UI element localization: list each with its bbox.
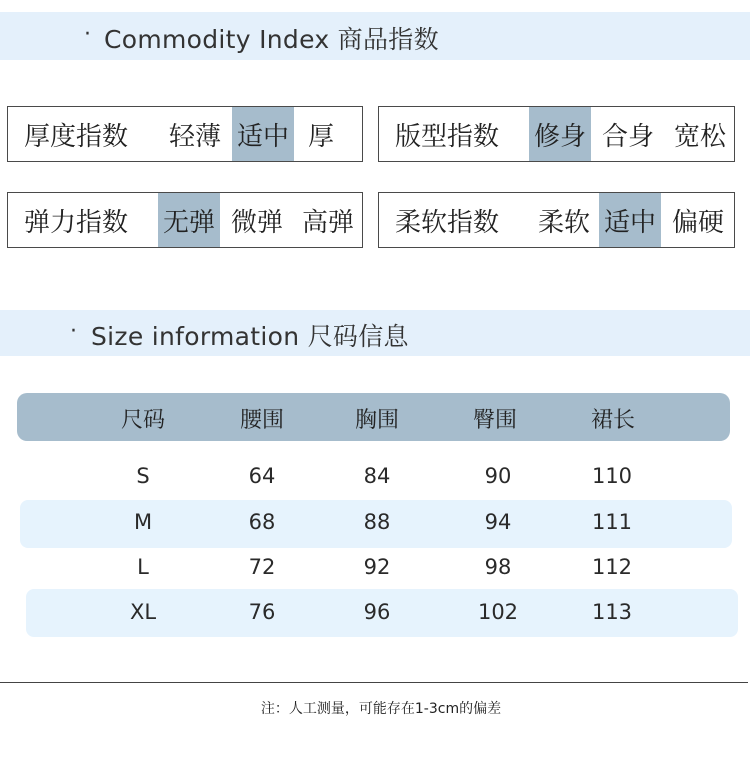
table-row	[0, 500, 750, 546]
cell-chest: 84	[363, 464, 391, 488]
column-header-length: 裙长	[590, 408, 635, 433]
index-label: 厚度指数	[24, 121, 129, 152]
cell-size: S	[136, 464, 150, 488]
cell-hip: 94	[484, 510, 512, 534]
index-option: 高弹	[301, 207, 354, 238]
cell-size: XL	[129, 600, 157, 624]
cell-hip: 90	[484, 464, 512, 488]
index-box-fit	[378, 106, 735, 162]
index-option: 轻薄	[168, 121, 221, 152]
table-row	[0, 545, 750, 591]
index-option: 宽松	[673, 121, 726, 152]
index-option: 厚	[307, 121, 334, 152]
section-title: Size information 尺码信息	[91, 322, 409, 351]
table-row	[0, 590, 750, 636]
cell-length: 113	[591, 600, 633, 624]
index-option: 合身	[601, 121, 654, 152]
index-label: 版型指数	[395, 121, 500, 152]
cell-size: M	[133, 510, 153, 534]
column-header-size: 尺码	[120, 408, 165, 433]
commodity-index-header	[0, 12, 750, 60]
index-option-selected: 适中	[232, 107, 294, 161]
index-option: 柔软	[537, 207, 590, 238]
bullet: ·	[84, 22, 91, 47]
cell-chest: 88	[363, 510, 391, 534]
cell-hip: 102	[477, 600, 519, 624]
divider	[0, 682, 748, 683]
column-header-waist: 腰围	[239, 408, 284, 433]
cell-length: 112	[591, 555, 633, 579]
index-box-thickness	[7, 106, 363, 162]
section-title: Commodity Index 商品指数	[104, 25, 439, 54]
index-option-selected: 修身	[529, 107, 591, 161]
cell-waist: 72	[248, 555, 276, 579]
cell-hip: 98	[484, 555, 512, 579]
table-row	[0, 454, 750, 500]
cell-chest: 92	[363, 555, 391, 579]
index-label: 弹力指数	[24, 207, 129, 238]
size-table-header	[17, 393, 730, 441]
index-option-selected: 无弹	[158, 193, 220, 247]
cell-waist: 76	[248, 600, 276, 624]
index-box-softness	[378, 192, 735, 248]
cell-waist: 68	[248, 510, 276, 534]
measurement-note: 注：人工测量，可能存在1-3cm的偏差	[260, 701, 502, 717]
cell-length: 110	[591, 464, 633, 488]
cell-length: 111	[591, 510, 633, 534]
bullet: ·	[70, 319, 77, 344]
index-box-elasticity	[7, 192, 363, 248]
cell-size: L	[137, 555, 149, 579]
cell-waist: 64	[248, 464, 276, 488]
index-option: 微弹	[230, 207, 283, 238]
index-option-selected: 适中	[599, 193, 661, 247]
index-option: 偏硬	[671, 207, 724, 238]
size-information-header	[0, 310, 750, 356]
column-header-chest: 胸围	[354, 408, 399, 433]
cell-chest: 96	[363, 600, 391, 624]
index-label: 柔软指数	[395, 207, 500, 238]
column-header-hip: 臀围	[472, 408, 517, 433]
